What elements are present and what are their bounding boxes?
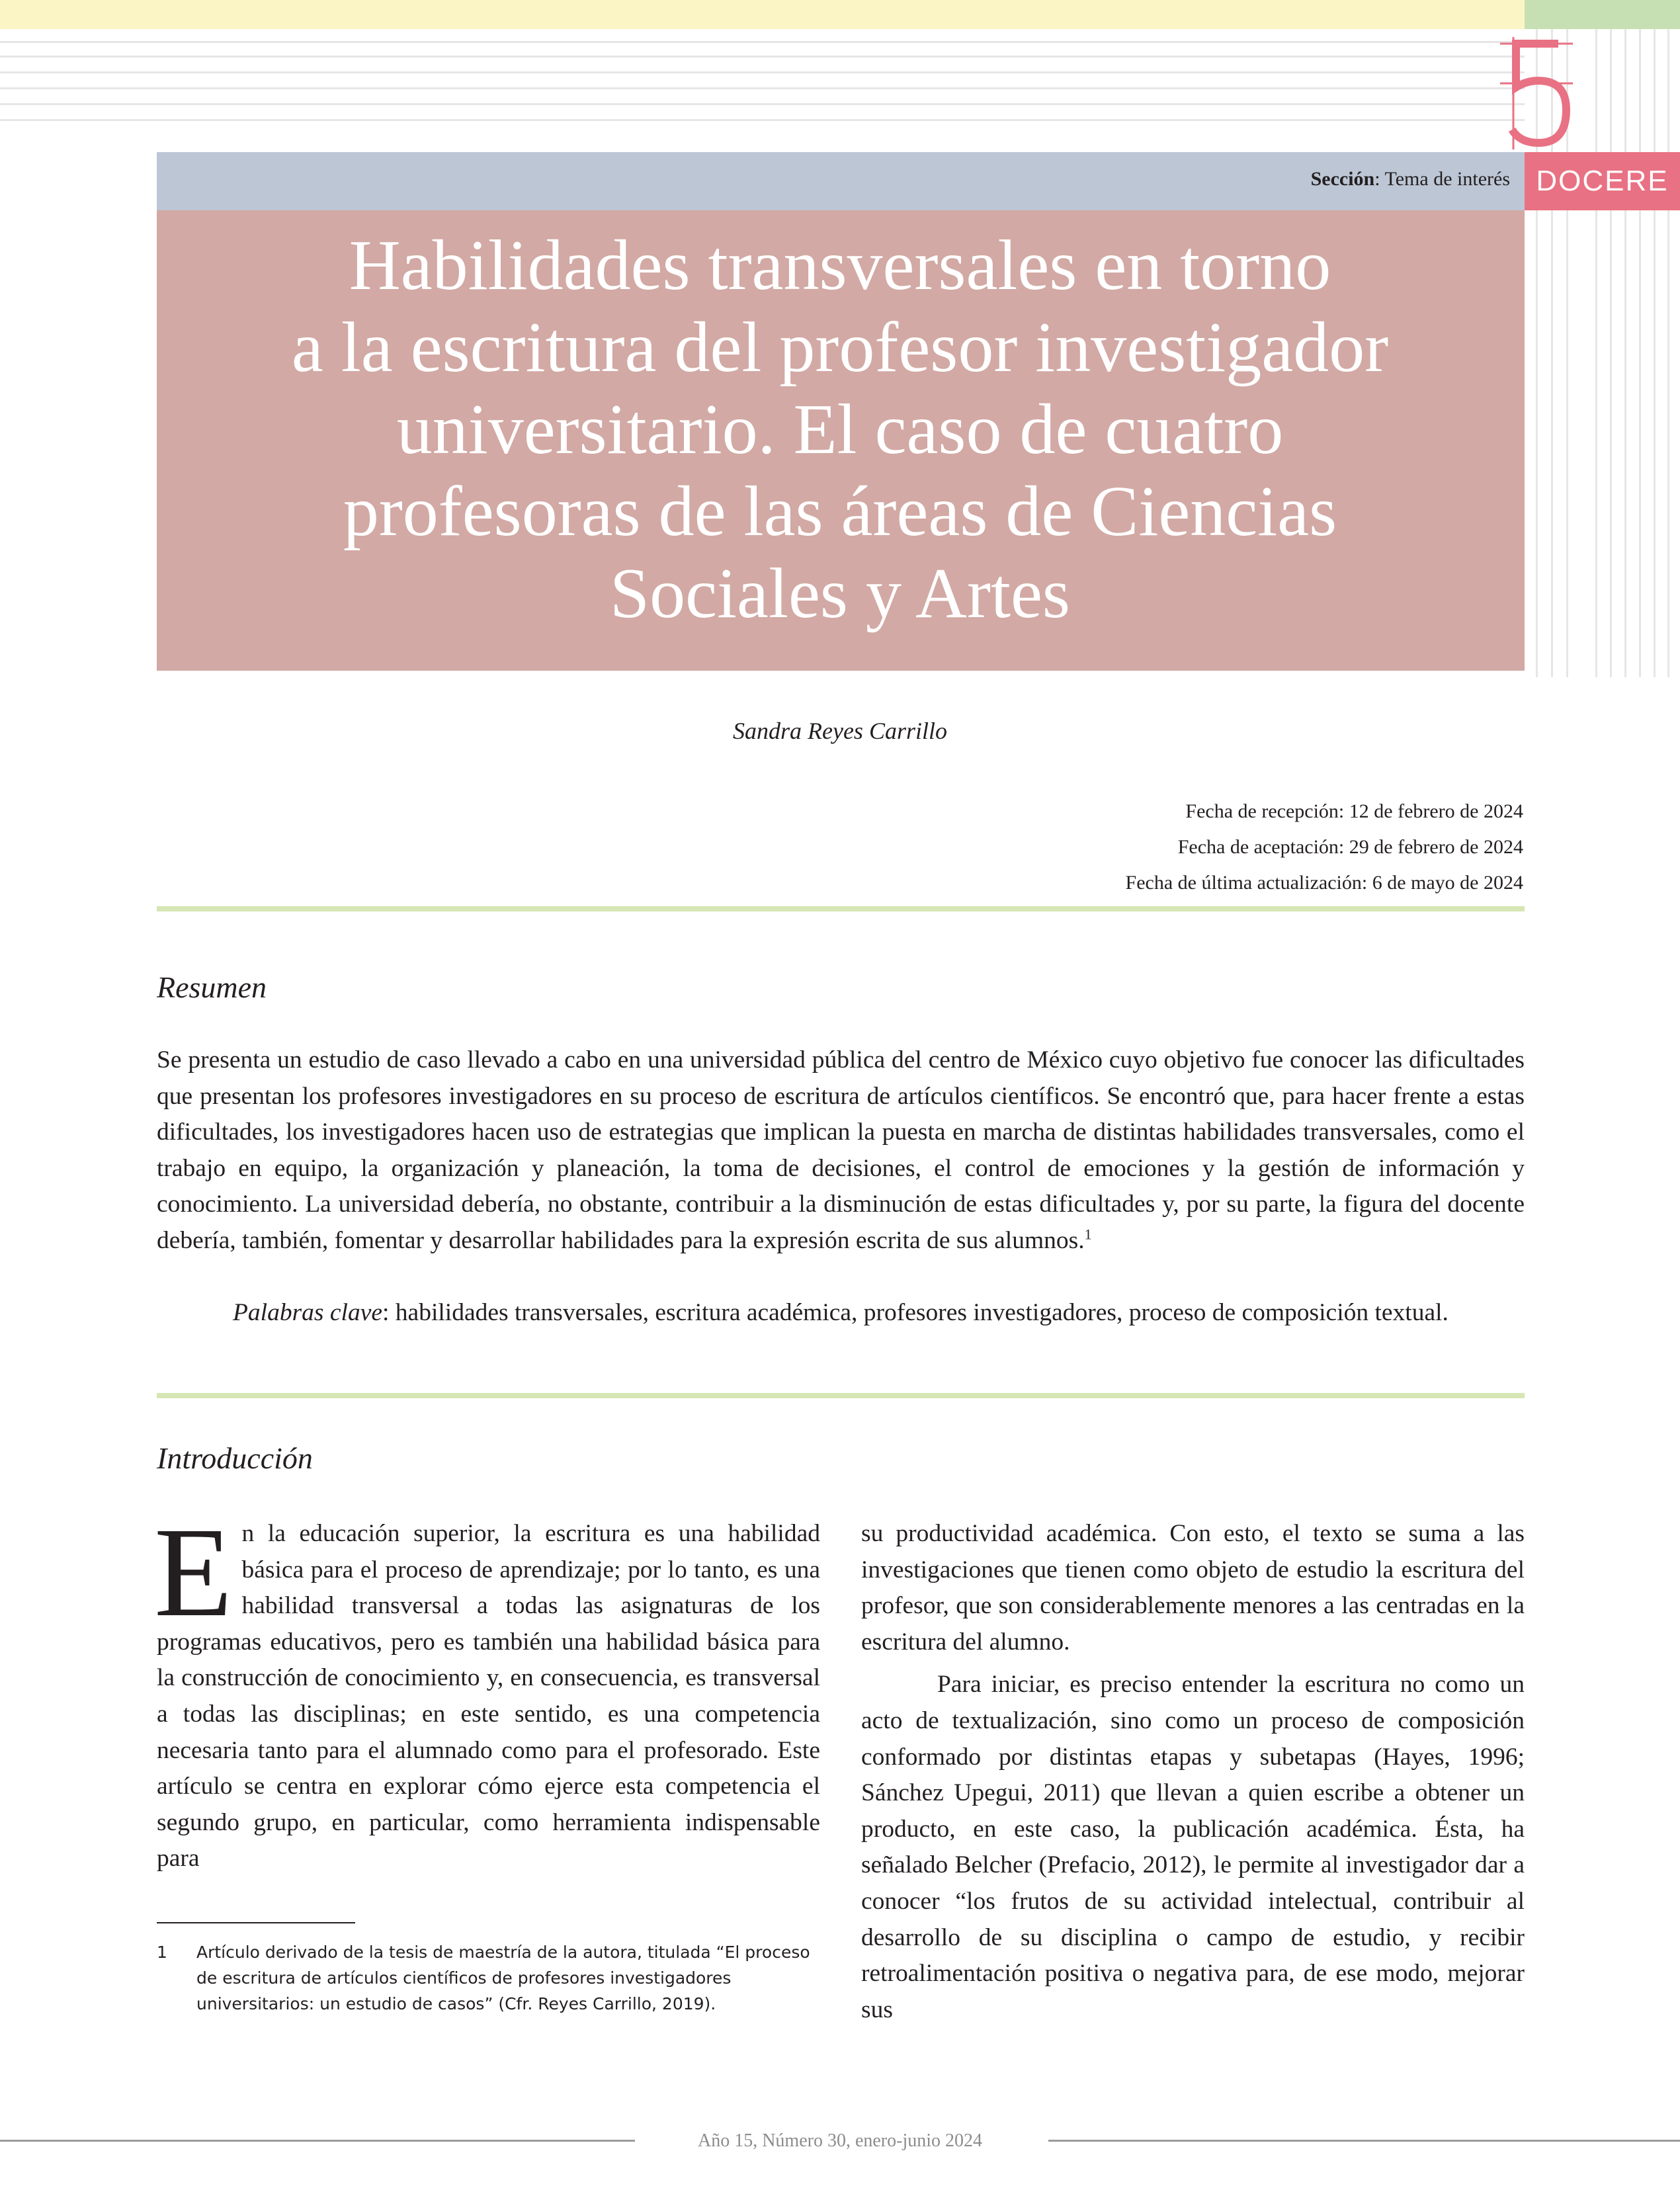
date-updated: Fecha de última actualización: 6 de mayo de 2024 [1125,872,1523,894]
drop-cap: E [154,1501,233,1643]
footnote-text: Artículo derivado de la tesis de maestría de la autora, titulada “El proceso de escritura de artículos científicos de profesores investigadores universitarios: un estudio de casos” (Cfr. Reyes Carrillo, 2019). [196,1943,810,2013]
keywords [157,1295,1525,1331]
section-label [1311,168,1510,190]
intro-right-column [861,1516,1525,2028]
article-dates [1126,794,1523,901]
footnote-number: 1 [157,1943,167,1962]
header-green-band [1525,0,1680,29]
title-line: profesoras de las áreas de Ciencias [343,472,1337,551]
divider-top [157,906,1525,911]
title-line: Habilidades transversales en torno [349,226,1331,305]
introduction-heading: Introducción [157,1441,313,1475]
intro-right-paragraph-1: su productividad académica. Con esto, el texto se suma a las investigaciones que tienen como objeto de estudio la escritura del profesor, que son considerablemente menores a las centradas en la escritura del alumno. [861,1520,1525,1656]
footnote-ref: 1 [1084,1226,1092,1243]
divider-bottom [157,1393,1525,1398]
intro-left-column [154,1501,820,1877]
footnote-rule [157,1922,355,1923]
journal-name-badge [1525,152,1680,210]
journal-number-logo [1500,37,1573,149]
abstract-heading: Resumen [157,970,267,1004]
header-yellow-band [0,0,1525,29]
section-label-key: Sección [1310,168,1375,190]
abstract-body: Se presenta un estudio de caso llevado a cabo en una universidad pública del centro de México cuyo objetivo fue conocer las dificultades que presentan los profesores investigadores en su proceso de escritura de artículos científicos. Se encontró que, para hacer frente a estas dificultades, los investigadores hacen uso de estrategias que implican la puesta en marcha de distintas habilidades transversales, como el trabajo en equipo, la organización y planeación, la toma de decisiones, el control de emociones y la gestión de información y conocimiento. La universidad debería, no obstante, contribuir a la disminución de estas dificultades y, por su parte, la figura del docente debería, también, fomentar y desarrollar habilidades para la expresión escrita de sus alumnos. [157,1046,1525,1254]
keywords-label: Palabras clave [233,1299,382,1326]
footnote [157,1939,820,2017]
footer-issue: Año 15, Número 30, enero-junio 2024 [697,2130,983,2151]
title-line: universitario. El caso de cuatro [396,390,1284,469]
section-label-value: : Tema de interés [1374,168,1510,190]
keywords-text: : habilidades transversales, escritura académica, profesores investigadores, proceso de composición textual. [382,1299,1449,1326]
author-name: Sandra Reyes Carrillo [733,718,947,744]
journal-name: DOCERE [1536,165,1669,197]
intro-left-text: n la educación superior, la escritura es una habilidad básica para el proceso de aprendizaje; por lo tanto, es una habilidad transversal a todas las asignaturas de los programas educativos, pero es también una habilidad básica para la construcción de conocimiento y, en consecuencia, es transversal a todas las disciplinas; en este sentido, es una competencia necesaria tanto para el alumnado como para el profesorado. Este artículo se centra en explorar cómo ejerce esta competencia el segundo grupo, en particular, como herramienta indispensable para [157,1520,820,1872]
abstract-text [157,1042,1525,1259]
date-received: Fecha de recepción: 12 de febrero de 2024 [1185,800,1523,822]
date-accepted: Fecha de aceptación: 29 de febrero de 2024 [1177,836,1523,858]
article-title [179,225,1501,635]
title-line: Sociales y Artes [610,554,1070,633]
title-line: a la escritura del profesor investigador [291,308,1389,387]
intro-right-paragraph-2: Para iniciar, es preciso entender la escritura no como un acto de textualización, sino como un proceso de composición conformado por distintas etapas y subetapas (Hayes, 1996; Sánchez Upegui, 2011) que llevan a quien escribe a obtener un producto, en este caso, la publicación académica. Ésta, ha señalado Belcher (Prefacio, 2012), le permite al investigador dar a conocer “los frutos de su actividad intelectual, contribuir al desarrollo de su disciplina o campo de estudio, y recibir retroalimentación positiva o negativa para, de ese modo, mejorar sus [861,1671,1525,2023]
